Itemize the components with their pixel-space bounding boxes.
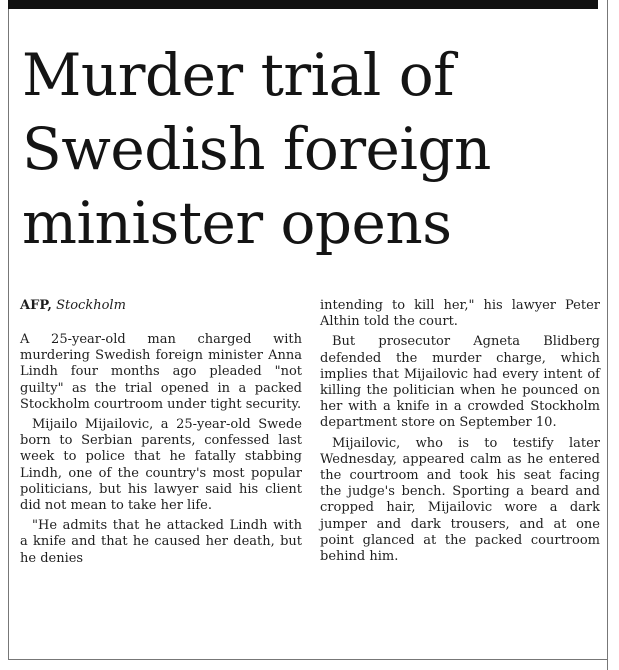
paragraph: Mijailovic, who is to testify later Wednesday, appeared calm as he entered the courtroom and took his seat facing the judge's bench. Sporting a beard and cropped hair, Mijailovic wore a dark jumper and dark trousers, and at one point glanced at the packed courtroom behind him. [320, 435, 600, 565]
byline [20, 298, 302, 314]
byline-place: Stockholm [56, 298, 126, 313]
paragraph: intending to kill her," his lawyer Peter Althin told the court. [320, 298, 600, 330]
paragraph: "He admits that he attacked Lindh with a knife and that he caused her death, but he denies [20, 518, 302, 566]
right-border-rule [607, 0, 608, 670]
article-column-left [20, 298, 302, 571]
left-border-rule [8, 9, 9, 660]
byline-agency: AFP, [20, 298, 52, 313]
paragraph: A 25-year-old man charged with murdering Swedish foreign minister Anna Lindh four months ago pleaded "not guilty" as the trial opened in a packed Stockholm courtroom under tight security. [20, 332, 302, 412]
top-rule [8, 0, 598, 9]
article-column-right [320, 298, 600, 569]
headline: Murder trial of Swedish foreign minister opens [22, 41, 491, 257]
paragraph: But prosecutor Agneta Blidberg defended the murder charge, which implies that Mijailovic had every intent of killing the politician when he pounced on her with a knife in a crowded Stockholm department store on September 10. [320, 334, 600, 431]
bottom-rule [8, 659, 608, 660]
paragraph: Mijailo Mijailovic, a 25-year-old Swede born to Serbian parents, confessed last week to police that he fatally stabbing Lindh, one of the country's most popular politicians, but his lawyer said his client did not mean to take her life. [20, 417, 302, 514]
